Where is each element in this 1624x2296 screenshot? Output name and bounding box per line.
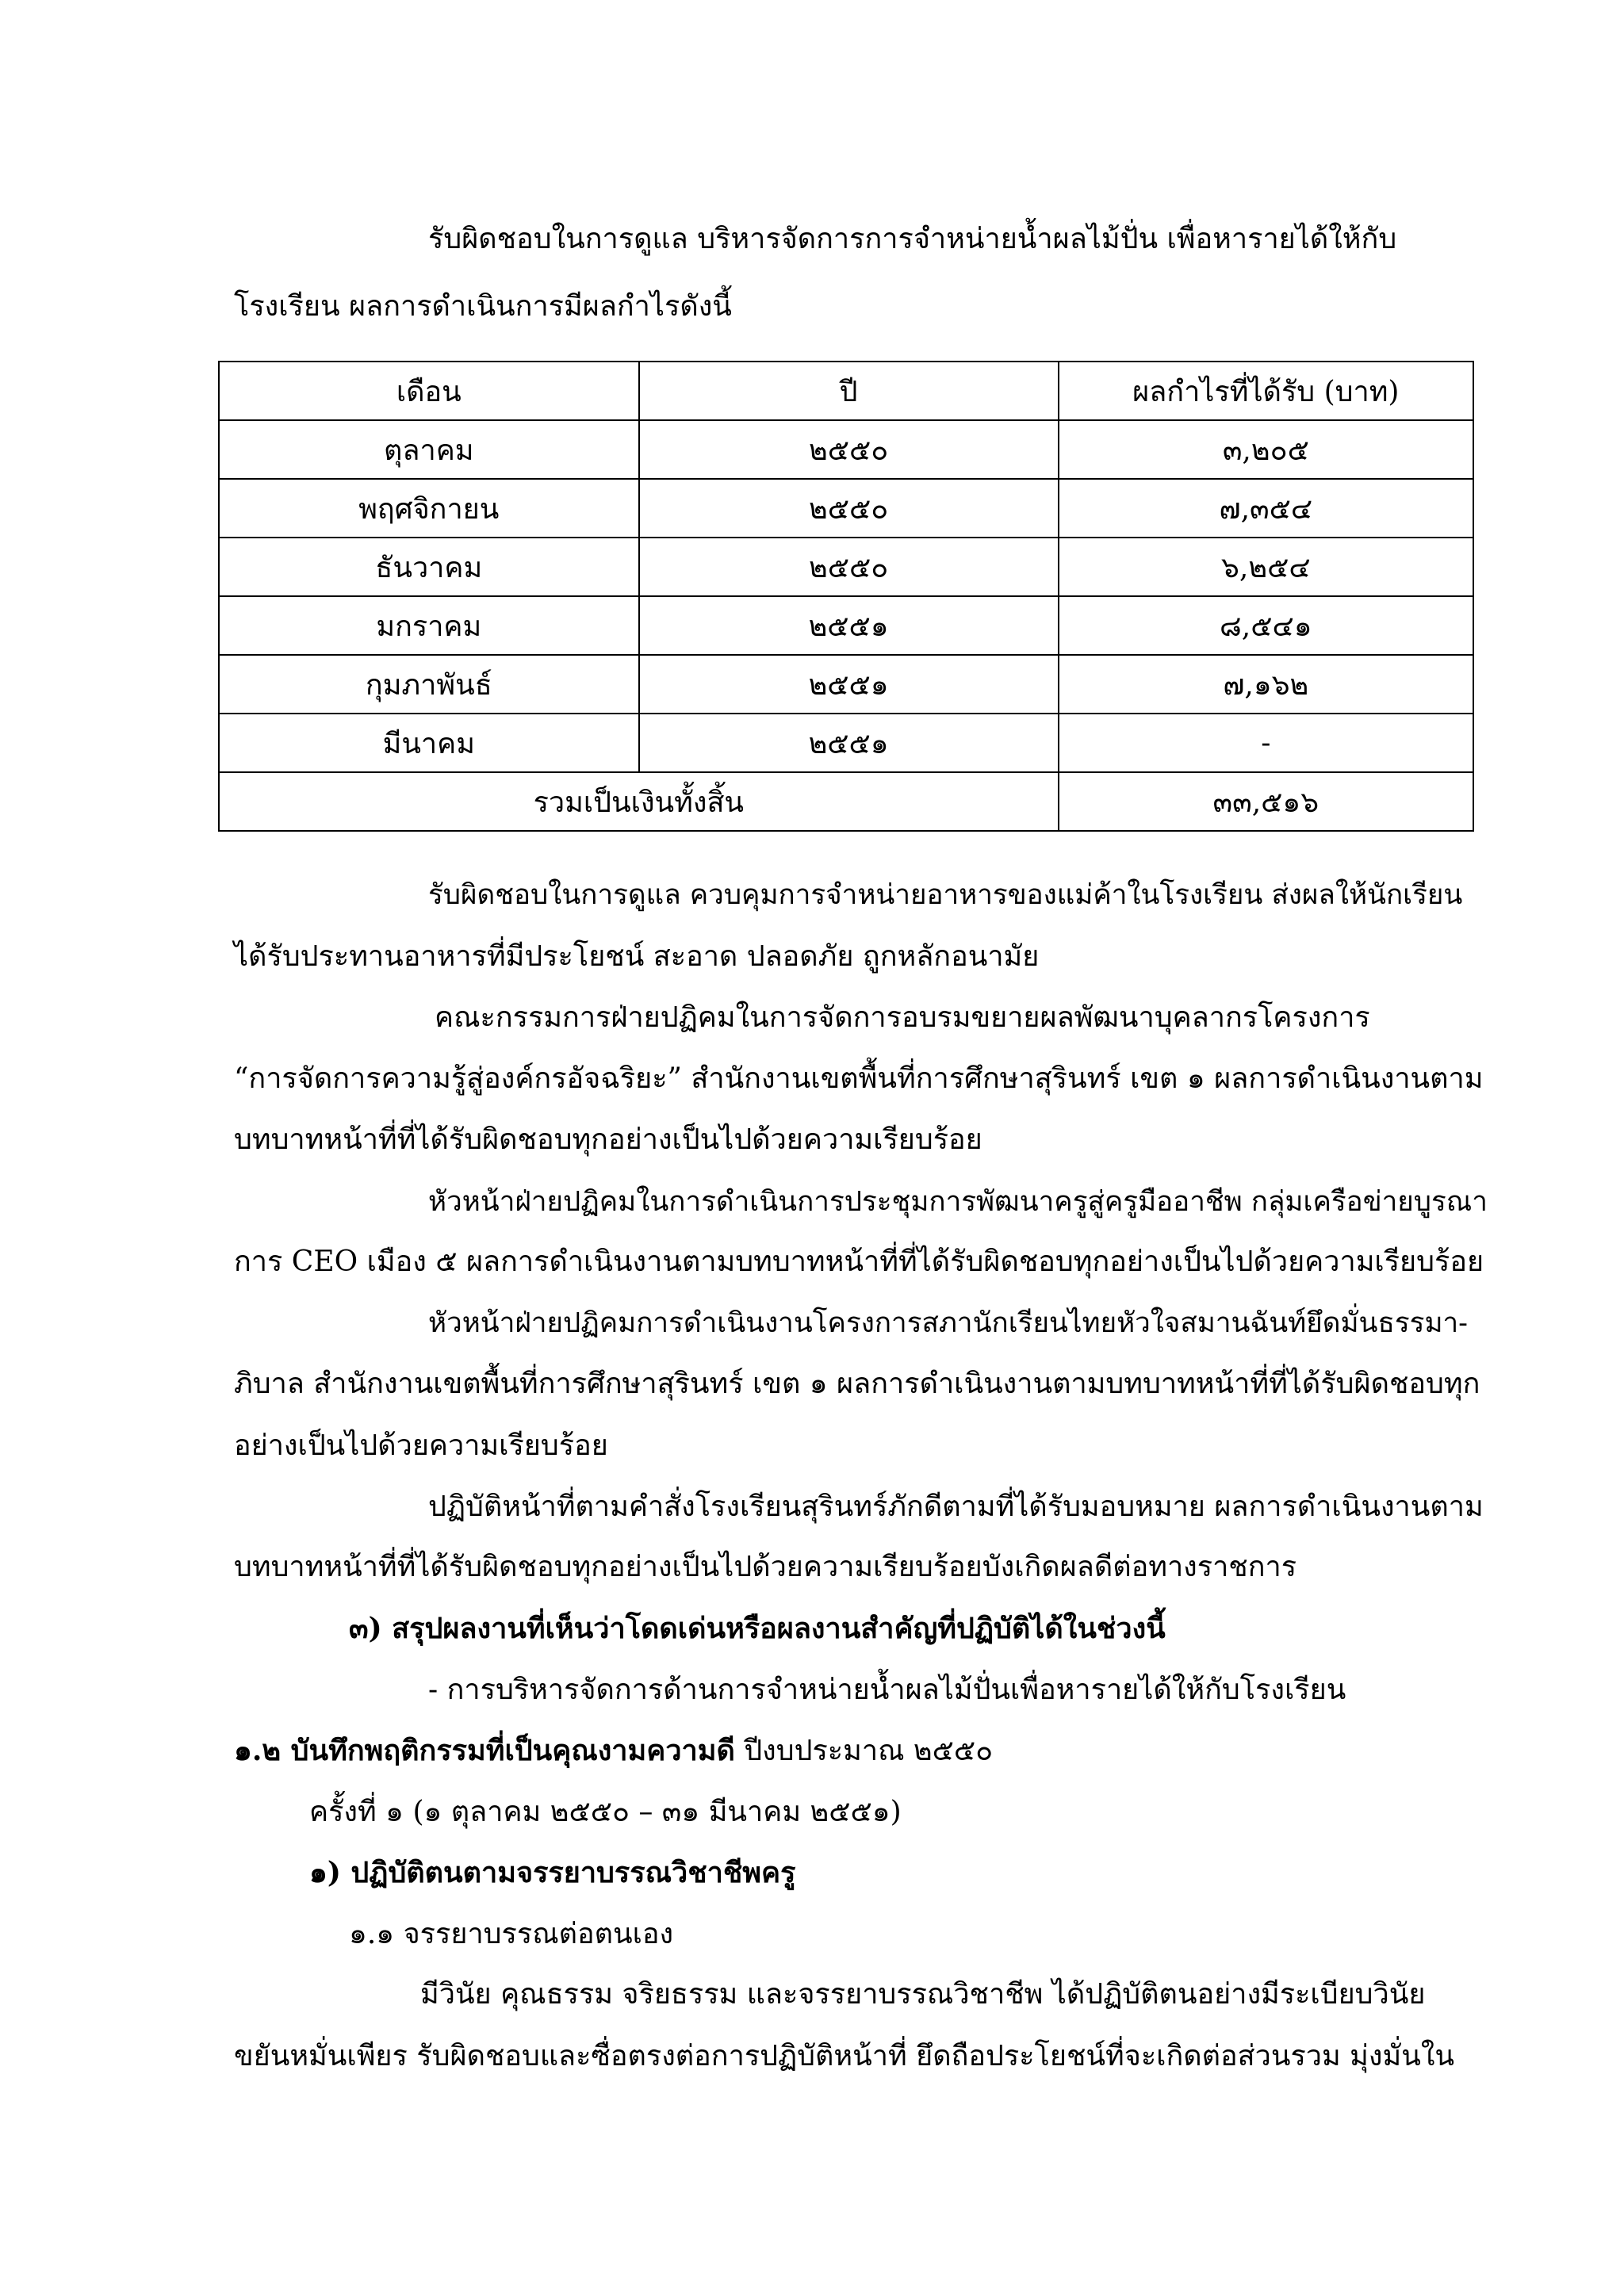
paragraph-line: อย่างเป็นไปด้วยความเรียบร้อย	[234, 1429, 608, 1462]
table-cell-profit: -	[1059, 714, 1473, 772]
table-header-month: เดือน	[219, 362, 639, 420]
table-total-value: ๓๓,๕๑๖	[1059, 772, 1473, 831]
table-header-profit: ผลกำไรที่ได้รับ (บาท)	[1059, 362, 1473, 420]
paragraph-line: หัวหน้าฝ่ายปฏิคมการดำเนินงานโครงการสภานักเรียนไทยหัวใจสมานฉันท์ยึดมั่นธรรมา-	[428, 1307, 1468, 1339]
table-cell-profit: ๓,๒๐๕	[1059, 420, 1473, 479]
paragraph-line: หัวหน้าฝ่ายปฏิคมในการดำเนินการประชุมการพัฒนาครูสู่ครูมืออาชีพ กลุ่มเครือข่ายบูรณา	[428, 1186, 1488, 1218]
paragraph-line: ภิบาล สำนักงานเขตพื้นที่การศึกษาสุรินทร์ เขต ๑ ผลการดำเนินงานตามบทบาทหน้าที่ที่ได้รับผิดชอบทุก	[234, 1368, 1480, 1400]
table-cell-profit: ๗,๓๕๔	[1059, 479, 1473, 538]
subsection-heading: ๑.๑ จรรยาบรรณต่อตนเอง	[349, 1918, 674, 1950]
table-cell-year: ๒๕๕๑	[639, 596, 1059, 655]
table-header-year: ปี	[639, 362, 1059, 420]
paragraph-line: คณะกรรมการฝ่ายปฏิคมในการจัดการอบรมขยายผลพัฒนาบุคลากรโครงการ	[435, 1001, 1370, 1034]
table-cell-month: กุมภาพันธ์	[219, 655, 639, 714]
table-total-row	[219, 772, 1473, 831]
paragraph-line: บทบาทหน้าที่ที่ได้รับผิดชอบทุกอย่างเป็นไปด้วยความเรียบร้อย	[234, 1123, 982, 1156]
paragraph-line: รับผิดชอบในการดูแล ควบคุมการจำหน่ายอาหารของแม่ค้าในโรงเรียน ส่งผลให้นักเรียน	[428, 879, 1463, 911]
table-total-label: รวมเป็นเงินทั้งสิ้น	[219, 772, 1059, 831]
section-heading-bold: ๑.๒ บันทึกพฤติกรรมที่เป็นคุณงามความดี	[234, 1734, 735, 1767]
table-row	[219, 714, 1473, 772]
paragraph-line: รับผิดชอบในการดูแล บริหารจัดการการจำหน่ายน้ำผลไม้ปั่น เพื่อหารายได้ให้กับ	[428, 223, 1397, 255]
table-cell-year: ๒๕๕๐	[639, 479, 1059, 538]
table-cell-profit: ๘,๕๔๑	[1059, 596, 1473, 655]
section-heading: ๓) สรุปผลงานที่เห็นว่าโดดเด่นหรือผลงานสำคัญที่ปฏิบัติได้ในช่วงนี้	[349, 1612, 1166, 1645]
section-heading	[234, 1732, 993, 1770]
bullet-item: - การบริหารจัดการด้านการจำหน่ายน้ำผลไม้ปั่นเพื่อหารายได้ให้กับโรงเรียน	[428, 1674, 1346, 1706]
paragraph-line: ปฏิบัติหน้าที่ตามคำสั่งโรงเรียนสุรินทร์ภักดีตามที่ได้รับมอบหมาย ผลการดำเนินงานตาม	[428, 1490, 1484, 1523]
period-line: ครั้งที่ ๑ (๑ ตุลาคม ๒๕๕๐ – ๓๑ มีนาคม ๒๕๕๑)	[309, 1796, 902, 1828]
table-cell-profit: ๗,๑๖๒	[1059, 655, 1473, 714]
paragraph-line: มีวินัย คุณธรรม จริยธรรม และจรรยาบรรณวิชาชีพ ได้ปฏิบัติตนอย่างมีระเบียบวินัย	[420, 1978, 1426, 2011]
table-header-row	[219, 362, 1473, 420]
paragraph-line: ได้รับประทานอาหารที่มีประโยชน์ สะอาด ปลอดภัย ถูกหลักอนามัย	[234, 940, 1040, 973]
table-cell-year: ๒๕๕๐	[639, 420, 1059, 479]
paragraph-line: โรงเรียน ผลการดำเนินการมีผลกำไรดังนี้	[234, 290, 732, 323]
table-cell-year: ๒๕๕๑	[639, 714, 1059, 772]
paragraph-line: การ CEO เมือง ๕ ผลการดำเนินงานตามบทบาทหน้าที่ที่ได้รับผิดชอบทุกอย่างเป็นไปด้วยความเรียบร้อย	[234, 1246, 1484, 1278]
table-cell-month: มกราคม	[219, 596, 639, 655]
paragraph-line: บทบาทหน้าที่ที่ได้รับผิดชอบทุกอย่างเป็นไปด้วยความเรียบร้อยบังเกิดผลดีต่อทางราชการ	[234, 1551, 1297, 1583]
table-cell-year: ๒๕๕๑	[639, 655, 1059, 714]
table-row	[219, 538, 1473, 596]
table-cell-month: ตุลาคม	[219, 420, 639, 479]
table-cell-profit: ๖,๒๕๔	[1059, 538, 1473, 596]
section-heading-rest: ปีงบประมาณ ๒๕๕๐	[734, 1735, 994, 1767]
section-heading: ๑) ปฏิบัติตนตามจรรยาบรรณวิชาชีพครู	[309, 1856, 796, 1889]
paragraph-line: “การจัดการความรู้สู่องค์กรอัจฉริยะ” สำนักงานเขตพื้นที่การศึกษาสุรินทร์ เขต ๑ ผลการดำเนินงานตาม	[234, 1062, 1484, 1095]
table-cell-month: มีนาคม	[219, 714, 639, 772]
profit-table	[218, 361, 1474, 832]
table-row	[219, 420, 1473, 479]
table-row	[219, 655, 1473, 714]
table-cell-year: ๒๕๕๐	[639, 538, 1059, 596]
paragraph-line: ขยันหมั่นเพียร รับผิดชอบและซื่อตรงต่อการปฏิบัติหน้าที่ ยึดถือประโยชน์ที่จะเกิดต่อส่วนรวม มุ่งมั่นใน	[234, 2040, 1455, 2072]
table-cell-month: ธันวาคม	[219, 538, 639, 596]
table-row	[219, 596, 1473, 655]
table-row	[219, 479, 1473, 538]
table-cell-month: พฤศจิกายน	[219, 479, 639, 538]
